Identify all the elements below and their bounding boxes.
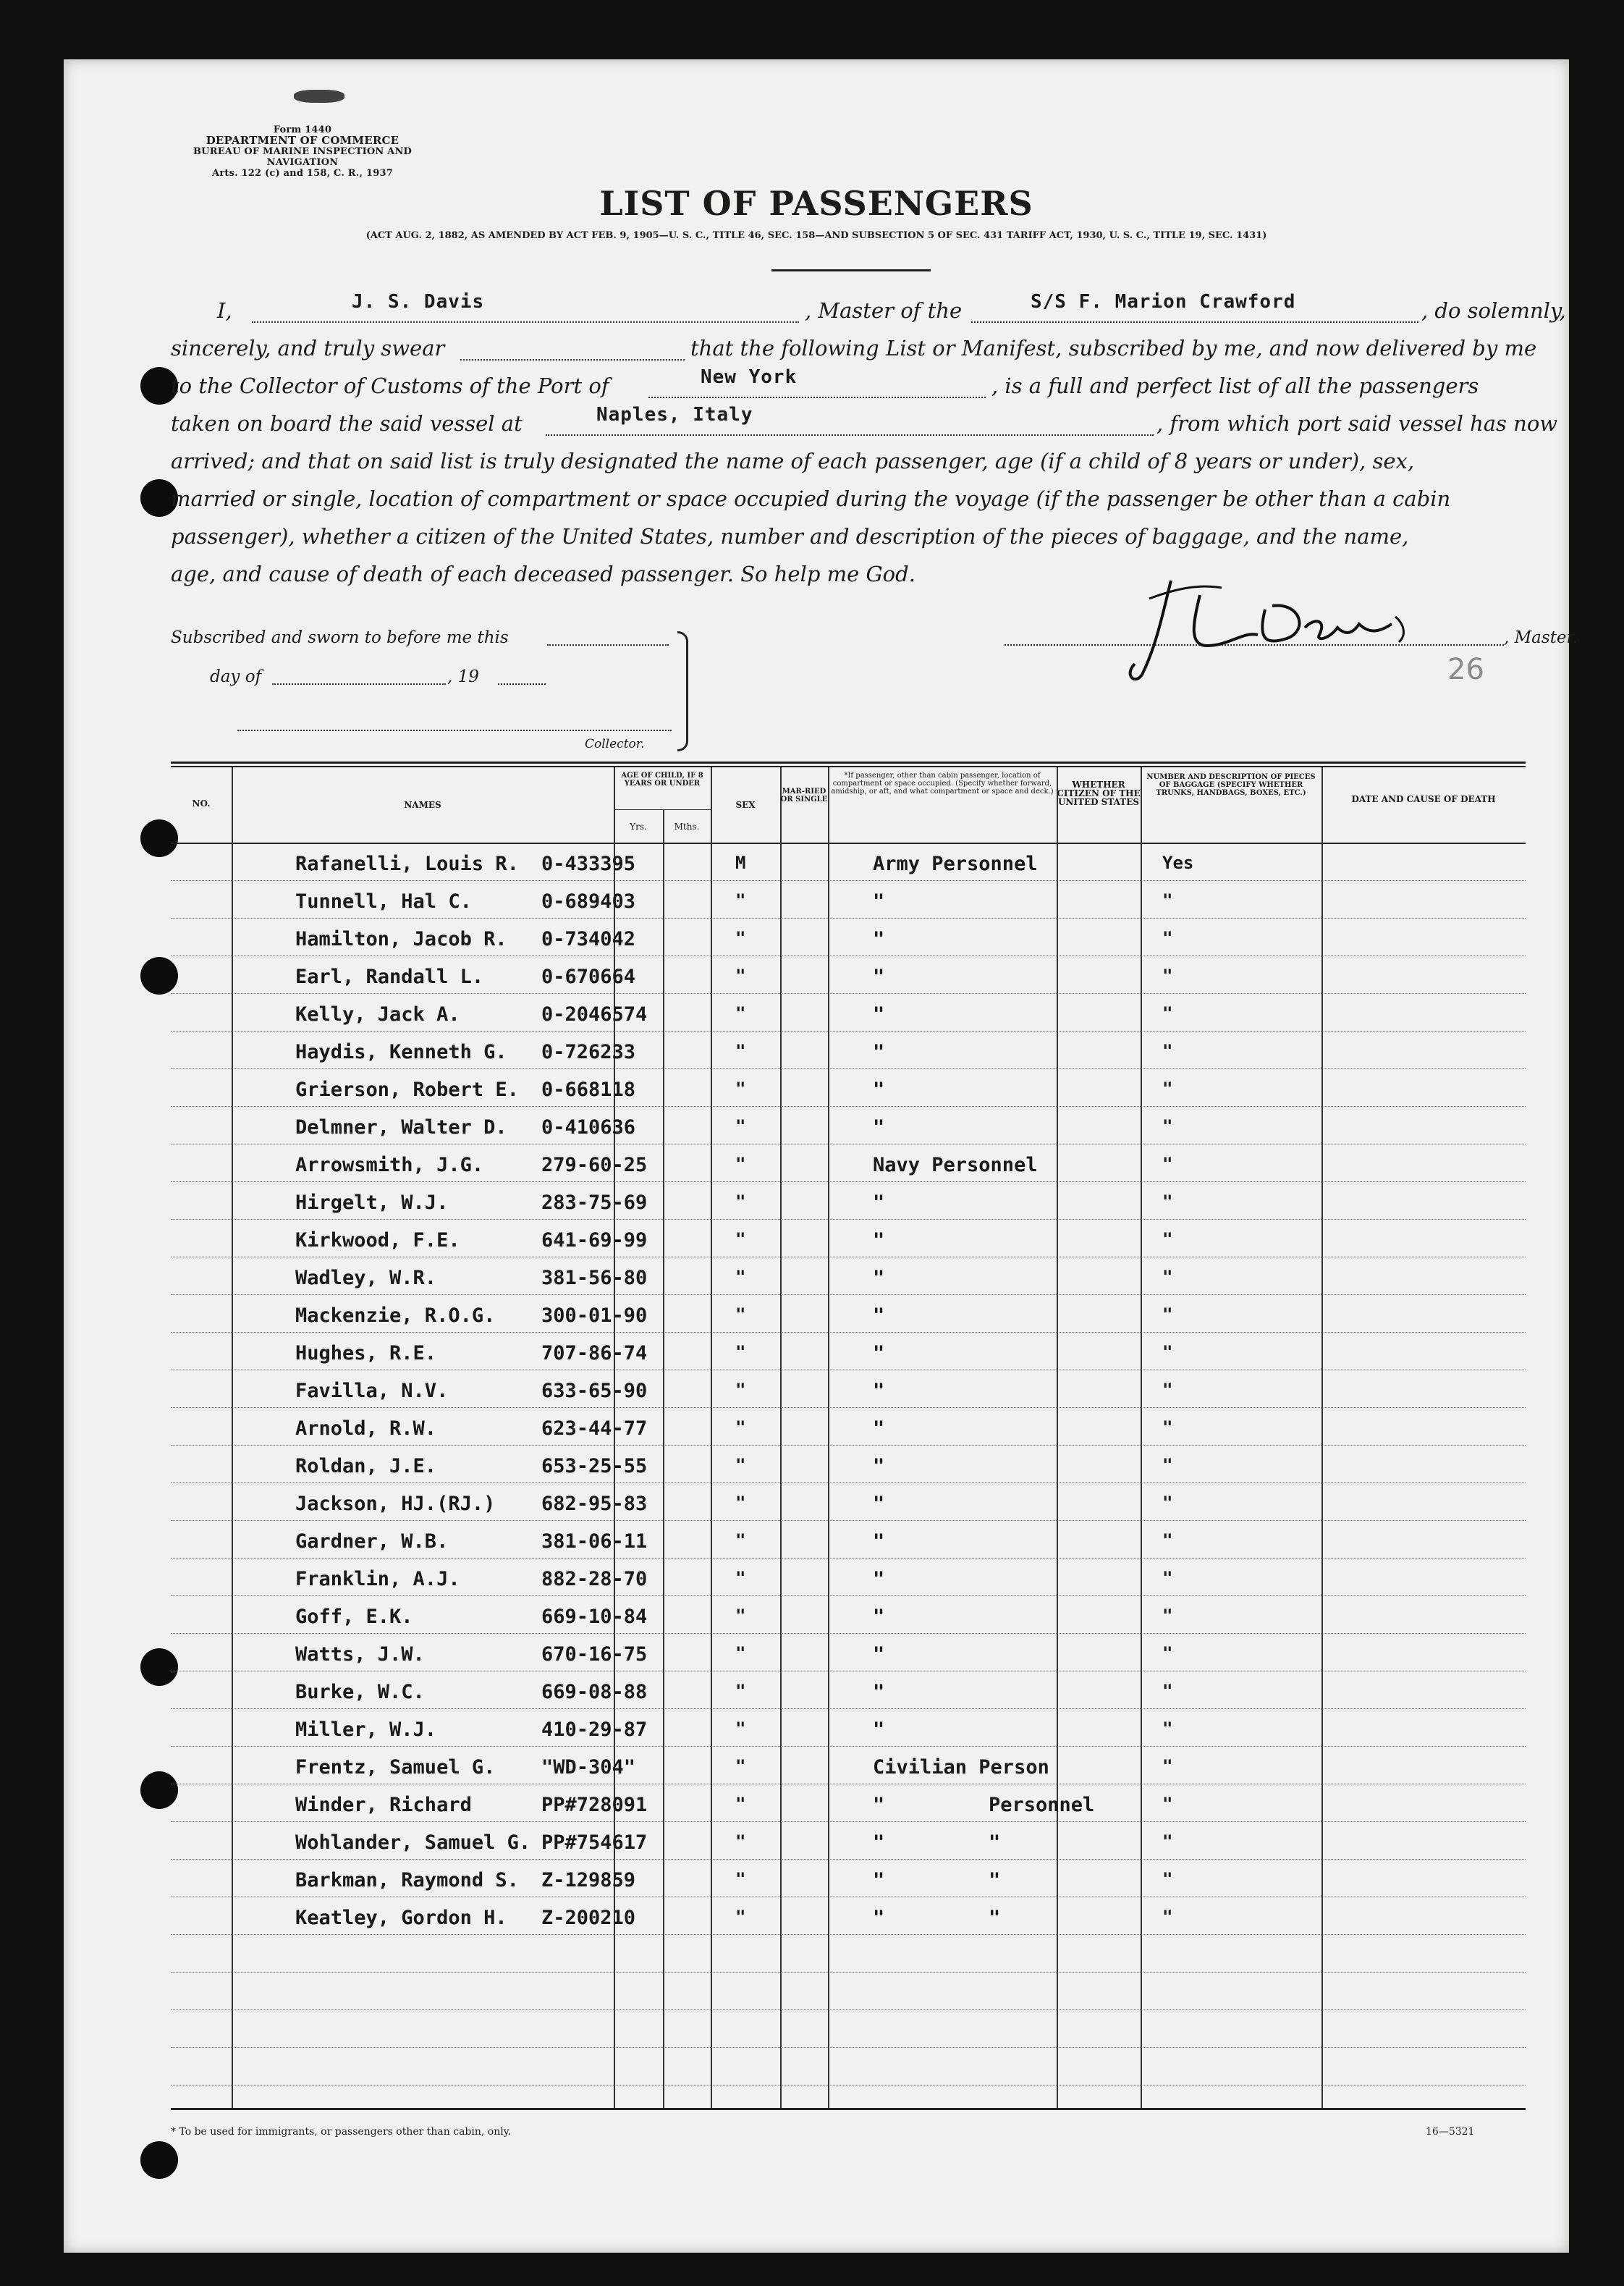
passenger-id: 410-29-87 xyxy=(541,1718,648,1741)
oath-line6: married or single, location of compartment or space occupied during the voyage (if the passenger be other than a cabin xyxy=(171,486,1451,511)
passenger-citizen: " xyxy=(1162,1154,1173,1174)
passenger-sex: " xyxy=(735,1831,746,1852)
passenger-name: Rafanelli, Louis R. xyxy=(295,853,519,875)
col-location: *If passenger, other than cabin passenger, location of compartment or space occupied. (Specify whether forward, amidship, or aft, and what compartment or space and deck.) xyxy=(831,772,1054,796)
passenger-sex: " xyxy=(735,1907,746,1927)
passenger-sex: " xyxy=(735,928,746,948)
passenger-citizen: " xyxy=(1162,1304,1173,1325)
passenger-id: 381-06-11 xyxy=(541,1530,648,1553)
passenger-location: " xyxy=(873,890,885,913)
passenger-name: Hamilton, Jacob R. xyxy=(295,928,507,950)
passenger-citizen: " xyxy=(1162,1831,1173,1852)
passenger-citizen: " xyxy=(1162,1191,1173,1212)
departure-port: Naples, Italy xyxy=(596,404,753,426)
oath-full: , is a full and perfect list of all the passengers xyxy=(991,374,1479,398)
passenger-name: Roldan, J.E. xyxy=(295,1455,437,1477)
passenger-location: " xyxy=(873,1417,885,1440)
passenger-sex: " xyxy=(735,966,746,986)
table-row xyxy=(171,993,1526,1032)
passenger-citizen: " xyxy=(1162,1568,1173,1588)
table-row xyxy=(171,1821,1526,1860)
passenger-location: Civilian Person xyxy=(873,1756,1049,1779)
passenger-citizen: " xyxy=(1162,1606,1173,1626)
passenger-id: 669-10-84 xyxy=(541,1606,648,1628)
passenger-sex: " xyxy=(735,1116,746,1136)
master-title: , Master. xyxy=(1504,628,1578,647)
page-title: LIST OF PASSENGERS xyxy=(599,184,1033,223)
passenger-citizen: " xyxy=(1162,1003,1173,1024)
table-row xyxy=(171,1445,1526,1483)
passenger-sex: " xyxy=(735,1041,746,1061)
passenger-citizen: " xyxy=(1162,1643,1173,1663)
col-married: MAR-RIED OR SINGLE xyxy=(780,788,828,804)
table-row xyxy=(171,1257,1526,1295)
passenger-location: " xyxy=(873,1191,885,1214)
passenger-name: Winder, Richard xyxy=(295,1794,472,1816)
oath-i: I, xyxy=(217,298,232,323)
passenger-name: Burke, W.C. xyxy=(295,1681,425,1703)
passenger-name: Hughes, R.E. xyxy=(295,1342,437,1365)
passenger-location: " xyxy=(873,1380,885,1402)
oath-from: , from which port said vessel has now xyxy=(1156,411,1558,436)
passenger-location: " xyxy=(873,1003,885,1026)
passenger-id: 669-08-88 xyxy=(541,1681,648,1703)
passenger-name: Jackson, HJ.(RJ.) xyxy=(295,1493,496,1515)
table-row xyxy=(171,1370,1526,1408)
passenger-sex: " xyxy=(735,1455,746,1475)
passenger-location-extra: " xyxy=(989,1831,1001,1854)
sheet-number: 26 xyxy=(1447,653,1484,686)
passenger-id: Z-129859 xyxy=(541,1869,636,1891)
table-row xyxy=(171,956,1526,994)
table-row xyxy=(171,1595,1526,1634)
passenger-id: PP#728091 xyxy=(541,1794,648,1816)
table-row xyxy=(171,1708,1526,1747)
passenger-location: " xyxy=(873,1794,885,1816)
passenger-id: 0-2046574 xyxy=(541,1003,648,1026)
punch-hole xyxy=(140,2141,178,2179)
passenger-id: 653-25-55 xyxy=(541,1455,648,1477)
form-code: 16—5321 xyxy=(1426,2126,1475,2138)
passenger-sex: " xyxy=(735,1681,746,1701)
passenger-location: " xyxy=(873,1643,885,1666)
table-row xyxy=(171,1859,1526,1897)
passenger-location: " xyxy=(873,1869,885,1891)
passenger-citizen: " xyxy=(1162,1267,1173,1287)
passenger-location: " xyxy=(873,1229,885,1252)
passenger-sex: " xyxy=(735,1417,746,1438)
passenger-location: Navy Personnel xyxy=(873,1154,1038,1176)
table-row xyxy=(171,1219,1526,1257)
table-row xyxy=(171,1332,1526,1370)
table-row xyxy=(171,1294,1526,1333)
table-row xyxy=(171,1181,1526,1220)
passenger-location: " xyxy=(873,1568,885,1590)
passenger-name: Watts, J.W. xyxy=(295,1643,425,1666)
department-name: DEPARTMENT OF COMMERCE xyxy=(206,134,399,147)
table-row xyxy=(171,1144,1526,1182)
passenger-sex: " xyxy=(735,1304,746,1325)
passenger-sex: " xyxy=(735,1794,746,1814)
passenger-id: 707-86-74 xyxy=(541,1342,648,1365)
passenger-location: " xyxy=(873,1493,885,1515)
passenger-id: 670-16-75 xyxy=(541,1643,648,1666)
passenger-name: Barkman, Raymond S. xyxy=(295,1869,519,1891)
passenger-sex: " xyxy=(735,1869,746,1889)
col-yrs: Yrs. xyxy=(630,822,647,832)
table-row xyxy=(171,843,1526,881)
passenger-location: " xyxy=(873,1455,885,1477)
arrival-port: New York xyxy=(701,366,798,388)
oath-line8: age, and cause of death of each deceased passenger. So help me God. xyxy=(171,562,915,586)
passenger-citizen: " xyxy=(1162,1493,1173,1513)
col-no: NO. xyxy=(192,798,211,809)
passenger-location: " xyxy=(873,1304,885,1327)
passenger-citizen: " xyxy=(1162,1079,1173,1099)
passenger-location: " xyxy=(873,1079,885,1101)
passenger-citizen: " xyxy=(1162,1756,1173,1776)
passenger-citizen: " xyxy=(1162,1907,1173,1927)
passenger-sex: " xyxy=(735,1643,746,1663)
passenger-id: 682-95-83 xyxy=(541,1493,648,1515)
collector-label: Collector. xyxy=(585,737,645,751)
passenger-name: Delmner, Walter D. xyxy=(295,1116,507,1139)
passenger-name: Haydis, Kenneth G. xyxy=(295,1041,507,1063)
passenger-citizen: " xyxy=(1162,1530,1173,1551)
col-citizen: WHETHER CITIZEN OF THE UNITED STATES xyxy=(1057,780,1141,807)
passenger-citizen: " xyxy=(1162,1417,1173,1438)
table-row xyxy=(171,1520,1526,1559)
col-names: NAMES xyxy=(404,800,441,810)
passenger-id: 279-60-25 xyxy=(541,1154,648,1176)
document-page xyxy=(64,59,1578,2253)
passenger-location-extra: Personnel xyxy=(989,1794,1095,1816)
passenger-location: " xyxy=(873,1681,885,1703)
passenger-name: Grierson, Robert E. xyxy=(295,1079,519,1101)
passenger-sex: " xyxy=(735,1154,746,1174)
passenger-sex: " xyxy=(735,1191,746,1212)
passenger-citizen: " xyxy=(1162,966,1173,986)
passenger-name: Franklin, A.J. xyxy=(295,1568,460,1590)
passenger-id: 0-668118 xyxy=(541,1079,636,1101)
bureau-name: BUREAU OF MARINE INSPECTION AND NAVIGATION xyxy=(193,146,413,168)
passenger-citizen: " xyxy=(1162,1229,1173,1249)
passenger-sex: " xyxy=(735,1493,746,1513)
table-row xyxy=(171,1972,1526,2010)
passenger-name: Arrowsmith, J.G. xyxy=(295,1154,484,1176)
passenger-name: Kirkwood, F.E. xyxy=(295,1229,460,1252)
passenger-name: Frentz, Samuel G. xyxy=(295,1756,496,1779)
passenger-id: 0-726233 xyxy=(541,1041,636,1063)
passenger-id: "WD-304" xyxy=(541,1756,636,1779)
passenger-location: " xyxy=(873,1116,885,1139)
master-signature xyxy=(1120,566,1439,689)
passenger-citizen: Yes xyxy=(1162,853,1194,873)
oath-following: that the following List or Manifest, subscribed by me, and now delivered by me xyxy=(690,336,1537,360)
passenger-name: Keatley, Gordon H. xyxy=(295,1907,507,1929)
passenger-name: Goff, E.K. xyxy=(295,1606,413,1628)
passenger-name: Arnold, R.W. xyxy=(295,1417,437,1440)
passenger-location: " xyxy=(873,1718,885,1741)
passenger-id: 0-410636 xyxy=(541,1116,636,1139)
passenger-citizen: " xyxy=(1162,1380,1173,1400)
table-row xyxy=(171,1558,1526,1596)
master-name: J. S. Davis xyxy=(352,291,485,313)
passenger-location: " xyxy=(873,1342,885,1365)
passenger-sex: " xyxy=(735,1756,746,1776)
passenger-citizen: " xyxy=(1162,1116,1173,1136)
oath-sincerely: sincerely, and truly swear xyxy=(171,336,445,360)
oath-master-of: , Master of the xyxy=(805,298,963,323)
passenger-name: Gardner, W.B. xyxy=(295,1530,449,1553)
passenger-citizen: " xyxy=(1162,1718,1173,1739)
form-articles: Arts. 122 (c) and 158, C. R., 1937 xyxy=(212,168,393,179)
passenger-name: Earl, Randall L. xyxy=(295,966,484,988)
passenger-location: " xyxy=(873,1530,885,1553)
table-row xyxy=(171,1068,1526,1107)
passenger-location: " xyxy=(873,1267,885,1289)
passenger-name: Mackenzie, R.O.G. xyxy=(295,1304,496,1327)
passenger-id: 0-689403 xyxy=(541,890,636,913)
year-label: , 19 xyxy=(447,667,479,686)
col-sex: SEX xyxy=(735,800,756,810)
passenger-citizen: " xyxy=(1162,1681,1173,1701)
table-row xyxy=(171,1633,1526,1671)
passenger-name: Miller, W.J. xyxy=(295,1718,437,1741)
table-row xyxy=(171,1407,1526,1446)
oath-line5: arrived; and that on said list is truly designated the name of each passenger, age (if a child of 8 years or under), sex, xyxy=(171,449,1415,473)
passenger-id: 300-01-90 xyxy=(541,1304,648,1327)
day-of-label: day of xyxy=(210,667,262,686)
passenger-sex: " xyxy=(735,1342,746,1362)
table-row xyxy=(171,918,1526,956)
passenger-sex: " xyxy=(735,1606,746,1626)
passenger-id: 0-734042 xyxy=(541,928,636,950)
passenger-citizen: " xyxy=(1162,890,1173,911)
passenger-name: Hirgelt, W.J. xyxy=(295,1191,449,1214)
oath-line7: passenger), whether a citizen of the United States, number and description of the pieces of baggage, and the name, xyxy=(171,524,1409,549)
passenger-sex: " xyxy=(735,890,746,911)
table-row xyxy=(171,1934,1526,1973)
passenger-id: 882-28-70 xyxy=(541,1568,648,1590)
passenger-sex: " xyxy=(735,1530,746,1551)
table-row xyxy=(171,880,1526,919)
form-number: Form 1440 xyxy=(273,125,332,135)
oath-taken: taken on board the said vessel at xyxy=(171,411,523,436)
passenger-location: " xyxy=(873,1606,885,1628)
passenger-name: Kelly, Jack A. xyxy=(295,1003,460,1026)
act-citation: (ACT AUG. 2, 1882, AS AMENDED BY ACT FEB. 9, 1905—U. S. C., TITLE 46, SEC. 158—AND SUBSECTION 5 OF SEC. 431 TARIFF ACT, 1930, U. S. C., TITLE 19, SEC. 1431) xyxy=(365,230,1267,241)
passenger-citizen: " xyxy=(1162,1455,1173,1475)
passenger-location: " xyxy=(873,928,885,950)
passenger-location: " xyxy=(873,1831,885,1854)
passenger-sex: " xyxy=(735,1718,746,1739)
table-row xyxy=(171,2009,1526,2048)
passenger-location: " xyxy=(873,966,885,988)
passenger-sex: " xyxy=(735,1380,746,1400)
passenger-location-extra: " xyxy=(989,1907,1001,1929)
passenger-citizen: " xyxy=(1162,1342,1173,1362)
col-mths: Mths. xyxy=(674,822,700,832)
footnote: * To be used for immigrants, or passengers other than cabin, only. xyxy=(171,2126,512,2138)
table-row xyxy=(171,1671,1526,1709)
passenger-table xyxy=(171,762,1526,2122)
col-age-child: AGE OF CHILD, IF 8 YEARS OR UNDER xyxy=(621,772,703,788)
passenger-id: 623-44-77 xyxy=(541,1417,648,1440)
form-header xyxy=(172,125,433,179)
passenger-sex: " xyxy=(735,1267,746,1287)
passenger-sex: M xyxy=(735,853,746,873)
table-row xyxy=(171,1746,1526,1784)
passenger-id: 641-69-99 xyxy=(541,1229,648,1252)
passenger-location: " xyxy=(873,1907,885,1929)
oath-collector: to the Collector of Customs of the Port of xyxy=(171,374,609,398)
passenger-citizen: " xyxy=(1162,928,1173,948)
table-row xyxy=(171,1897,1526,1935)
col-death: DATE AND CAUSE OF DEATH xyxy=(1351,794,1496,804)
passenger-name: Wohlander, Samuel G. xyxy=(295,1831,531,1854)
passenger-id: 381-56-80 xyxy=(541,1267,648,1289)
passenger-id: 283-75-69 xyxy=(541,1191,648,1214)
passenger-location-extra: " xyxy=(989,1869,1001,1891)
title-rule xyxy=(771,269,931,271)
passenger-id: 0-670664 xyxy=(541,966,636,988)
passenger-location: " xyxy=(873,1041,885,1063)
table-row xyxy=(171,1106,1526,1144)
passenger-citizen: " xyxy=(1162,1041,1173,1061)
vessel-name: S/S F. Marion Crawford xyxy=(1031,291,1296,313)
passenger-name: Tunnell, Hal C. xyxy=(295,890,472,913)
subscribed-bracket xyxy=(677,631,688,751)
table-row xyxy=(171,2047,1526,2085)
passenger-id: Z-200210 xyxy=(541,1907,636,1929)
passenger-location: Army Personnel xyxy=(873,853,1038,875)
oath-solemnly: , do solemnly, xyxy=(1421,298,1566,323)
passenger-id: 633-65-90 xyxy=(541,1380,648,1402)
passenger-citizen: " xyxy=(1162,1794,1173,1814)
passenger-id: PP#754617 xyxy=(541,1831,648,1854)
passenger-sex: " xyxy=(735,1003,746,1024)
passenger-name: Wadley, W.R. xyxy=(295,1267,437,1289)
passenger-citizen: " xyxy=(1162,1869,1173,1889)
col-baggage: NUMBER AND DESCRIPTION OF PIECES OF BAGGAGE (SPECIFY WHETHER TRUNKS, HANDBAGS, BOXES, ETC.) xyxy=(1146,773,1316,797)
table-row xyxy=(171,1784,1526,1822)
passenger-name: Favilla, N.V. xyxy=(295,1380,449,1402)
subscribed-line: Subscribed and sworn to before me this xyxy=(171,628,509,647)
passenger-id: 0-433395 xyxy=(541,853,636,875)
table-row xyxy=(171,1031,1526,1069)
table-row xyxy=(171,1482,1526,1521)
passenger-sex: " xyxy=(735,1229,746,1249)
passenger-sex: " xyxy=(735,1079,746,1099)
ink-smudge xyxy=(294,90,344,103)
passenger-sex: " xyxy=(735,1568,746,1588)
